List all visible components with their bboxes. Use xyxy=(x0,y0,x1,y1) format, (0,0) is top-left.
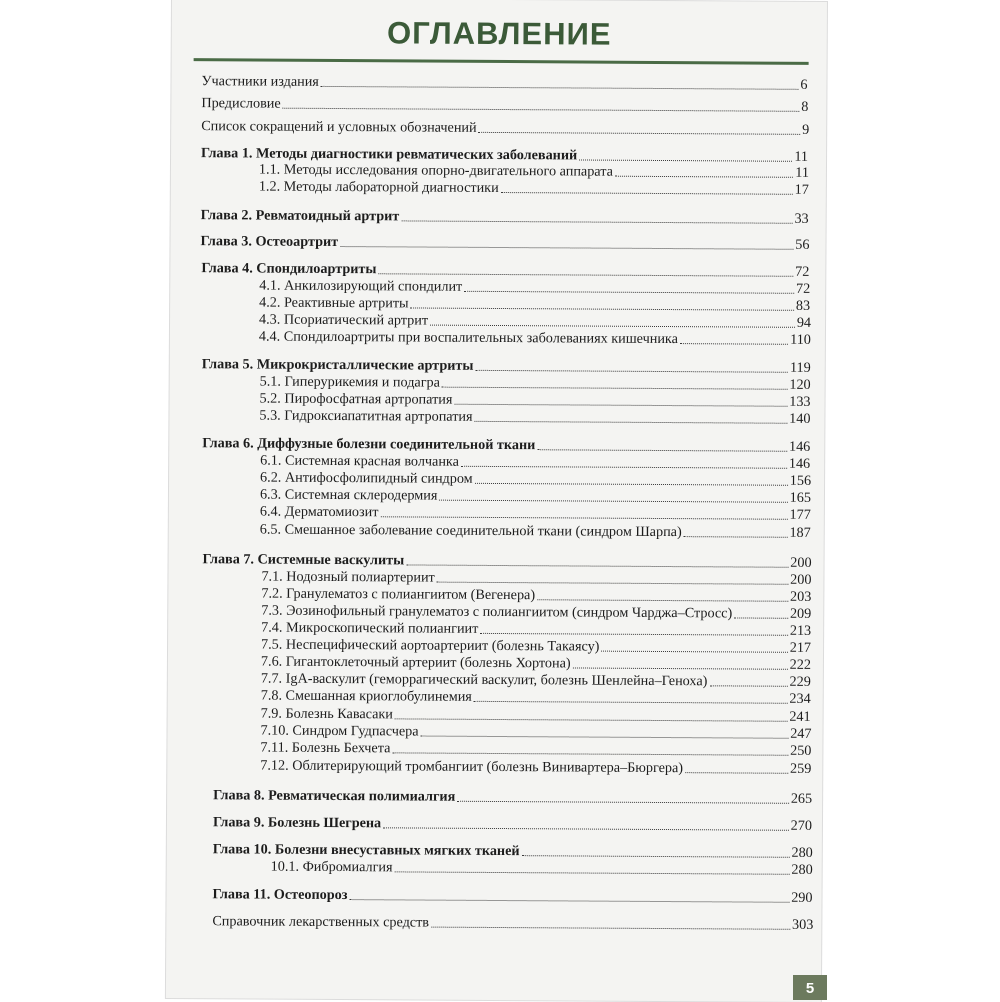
toc-entry-title: 7.8. Смешанная криоглобулинемия xyxy=(260,687,472,705)
toc-leader-dots xyxy=(383,827,788,830)
toc-entry-title: 7.11. Болезнь Бехчета xyxy=(260,739,391,757)
toc-entry-title: 4.2. Реактивные артриты xyxy=(259,294,409,312)
toc-entry xyxy=(259,326,811,349)
toc-page-number: 213 xyxy=(789,622,812,639)
toc-page-number: 250 xyxy=(790,742,812,759)
toc-leader-dots xyxy=(340,246,793,250)
toc-page-number: 187 xyxy=(789,524,811,541)
toc-page-number: 11 xyxy=(794,148,809,165)
toc-page-number: 9 xyxy=(802,121,810,138)
toc-leader-dots xyxy=(479,132,800,135)
page-title: ОГЛАВЛЕНИЕ xyxy=(386,15,612,52)
toc-page-number: 241 xyxy=(789,708,811,725)
toc-entry-title: 7.7. IgA-васкулит (геморрагический васкулит, болезнь Шенлейна–Геноха) xyxy=(260,670,708,690)
toc-chapter-entry xyxy=(212,883,812,907)
toc-page-number: 146 xyxy=(788,455,811,472)
toc-page-number: 265 xyxy=(790,790,813,807)
toc-entry-title: Участники издания xyxy=(201,73,319,90)
toc-page-number: 33 xyxy=(794,210,809,227)
toc-entry-title: Глава 5. Микрокристаллические артриты xyxy=(201,356,474,374)
toc-page-number: 72 xyxy=(795,263,810,280)
toc-entry-title: 7.2. Гранулематоз с полиангиитом (Вегенера) xyxy=(261,585,536,604)
toc-chapter-entry xyxy=(201,204,809,228)
toc-entry-title: Глава 1. Методы диагностики ревматических заболеваний xyxy=(201,145,578,164)
toc-page-number: 8 xyxy=(801,98,809,115)
toc-entry-title: 7.1. Нодозный полиартериит xyxy=(261,568,435,586)
toc-chapter-entry xyxy=(213,811,812,835)
toc-entry-title: 6.3. Системная склеродермия xyxy=(259,486,438,504)
toc-entry-title: Глава 3. Остеоартрит xyxy=(200,233,339,251)
toc-page-number: 119 xyxy=(789,359,811,376)
toc-entry-title: 7.4. Микроскопический полиангиит xyxy=(261,619,479,637)
toc-entry-title: Глава 6. Диффузные болезни соединительной ткани xyxy=(202,435,536,454)
toc-page-number: 280 xyxy=(791,844,813,861)
toc-page-number: 209 xyxy=(789,605,812,622)
toc-page-number: 247 xyxy=(790,725,812,742)
toc-page-number: 120 xyxy=(789,376,811,393)
toc-entry-title: Глава 11. Остеопороз xyxy=(212,886,348,904)
toc-leader-dots xyxy=(684,536,788,538)
toc-page-number: 270 xyxy=(790,817,813,834)
toc-page-number: 110 xyxy=(790,331,811,348)
toc-entry-title: 7.12. Облитерирующий тромбангиит (болезнь Винивартера–Бюргера) xyxy=(260,757,684,777)
toc-entry-title: 7.5. Неспецифический аортоартериит (болезнь Такаясу) xyxy=(261,636,600,655)
toc-entry xyxy=(259,405,810,428)
toc-entry xyxy=(271,856,813,879)
toc-leader-dots xyxy=(283,108,800,112)
toc-entry-title: Глава 2. Ревматоидный артрит xyxy=(200,207,400,225)
toc-page-number: 156 xyxy=(789,472,812,489)
toc-page-number: 17 xyxy=(794,181,809,198)
toc-entry-title: 6.5. Смешанное заболевание соединительной ткани (синдром Шарпа) xyxy=(259,521,682,541)
toc-page-number: 200 xyxy=(790,554,812,571)
toc-entry xyxy=(259,176,809,199)
toc-page-number: 234 xyxy=(789,690,811,707)
toc-entry-title: Справочник лекарственных средств xyxy=(212,913,430,931)
toc-page-number: 177 xyxy=(789,506,811,523)
toc-entry-title: 7.9. Болезнь Кавасаки xyxy=(260,705,393,723)
toc-leader-dots xyxy=(685,772,788,774)
toc-page-number: 146 xyxy=(788,438,811,455)
toc-leader-dots xyxy=(457,801,789,804)
toc-entry-title: 7.3. Эозинофильный гранулематоз с полиангиитом (синдром Чарджа–Стросс) xyxy=(261,602,733,622)
book-page xyxy=(166,0,827,1002)
toc-page-number: 140 xyxy=(789,410,811,427)
toc-entry-title: Глава 9. Болезнь Шегрена xyxy=(212,814,382,832)
toc-page-number: 83 xyxy=(795,297,811,314)
toc-page-number: 11 xyxy=(795,164,809,181)
toc-page-number: 56 xyxy=(795,236,810,253)
toc-entry xyxy=(201,70,807,94)
toc-entry-title: Глава 8. Ревматическая полимиалгия xyxy=(213,787,456,805)
toc-page-number: 259 xyxy=(789,760,812,777)
table-of-contents xyxy=(166,0,827,1002)
toc-leader-dots xyxy=(395,871,790,874)
page-number-badge: 5 xyxy=(793,975,827,1000)
toc-leader-dots xyxy=(431,927,790,930)
toc-entry-title: 7.10. Синдром Гудпасчера xyxy=(260,722,419,740)
toc-entry-title: 5.3. Гидроксиапатитная артропатия xyxy=(259,407,473,425)
toc-page-number: 217 xyxy=(789,639,812,656)
toc-entry xyxy=(201,115,809,139)
toc-page-number: 280 xyxy=(791,861,813,878)
toc-chapter-entry xyxy=(213,784,812,808)
toc-leader-dots xyxy=(501,192,793,195)
toc-entry-title: 5.2. Пирофосфатная артропатия xyxy=(259,390,453,408)
toc-leader-dots xyxy=(401,220,792,223)
toc-page-number: 303 xyxy=(792,916,814,933)
toc-page-number: 6 xyxy=(800,76,808,93)
toc-entry-title: 7.6. Гигантоклеточный артериит (болезнь Хортона) xyxy=(260,653,571,672)
toc-entry-title: Список сокращений и условных обозначений xyxy=(201,118,477,136)
toc-leader-dots xyxy=(475,421,788,424)
toc-page-number: 200 xyxy=(790,571,812,588)
toc-chapter-entry xyxy=(200,230,809,254)
toc-entry-title: Предисловие xyxy=(201,95,281,112)
toc-entry xyxy=(212,910,813,934)
toc-entry-title: 6.4. Дерматомиозит xyxy=(259,503,379,521)
toc-entry-title: 4.3. Псориатический артрит xyxy=(258,311,429,329)
toc-entry-title: 1.1. Методы исследования опорно-двигательного аппарата xyxy=(258,161,613,180)
toc-leader-dots xyxy=(680,343,788,345)
toc-page-number: 94 xyxy=(796,314,812,331)
toc-entry-title: 6.1. Системная красная волчанка xyxy=(260,452,459,470)
toc-entry-title: Глава 7. Системные васкулиты xyxy=(202,551,405,569)
toc-page-number: 290 xyxy=(791,889,813,906)
toc-page-number: 229 xyxy=(789,673,811,690)
toc-page-number: 72 xyxy=(796,280,811,297)
toc-page-number: 222 xyxy=(789,656,811,673)
toc-entry-title: Глава 10. Болезни внесуставных мягких тканей xyxy=(212,841,520,860)
toc-leader-dots xyxy=(321,86,799,90)
toc-page-number: 165 xyxy=(789,489,812,506)
toc-entry-title: 1.2. Методы лабораторной диагностики xyxy=(258,178,499,196)
toc-entry xyxy=(260,755,811,778)
toc-entry xyxy=(260,519,811,542)
toc-entry-title: Глава 4. Спондилоартриты xyxy=(201,260,377,278)
toc-entry-title: 5.1. Гиперурикемия и подагра xyxy=(259,373,440,391)
toc-entry-title: 6.2. Антифосфолипидный синдром xyxy=(260,469,473,487)
toc-entry-title: 4.4. Спондилоартриты при воспалительных заболеваниях кишечника xyxy=(258,328,678,348)
toc-page-number: 203 xyxy=(790,588,812,605)
toc-entry-title: 10.1. Фибромиалгия xyxy=(270,858,393,876)
toc-entry xyxy=(201,92,808,116)
toc-page-number: 133 xyxy=(789,393,811,410)
toc-entry-title: 4.1. Анкилозирующий спондилит xyxy=(259,277,463,295)
toc-leader-dots xyxy=(349,899,789,903)
